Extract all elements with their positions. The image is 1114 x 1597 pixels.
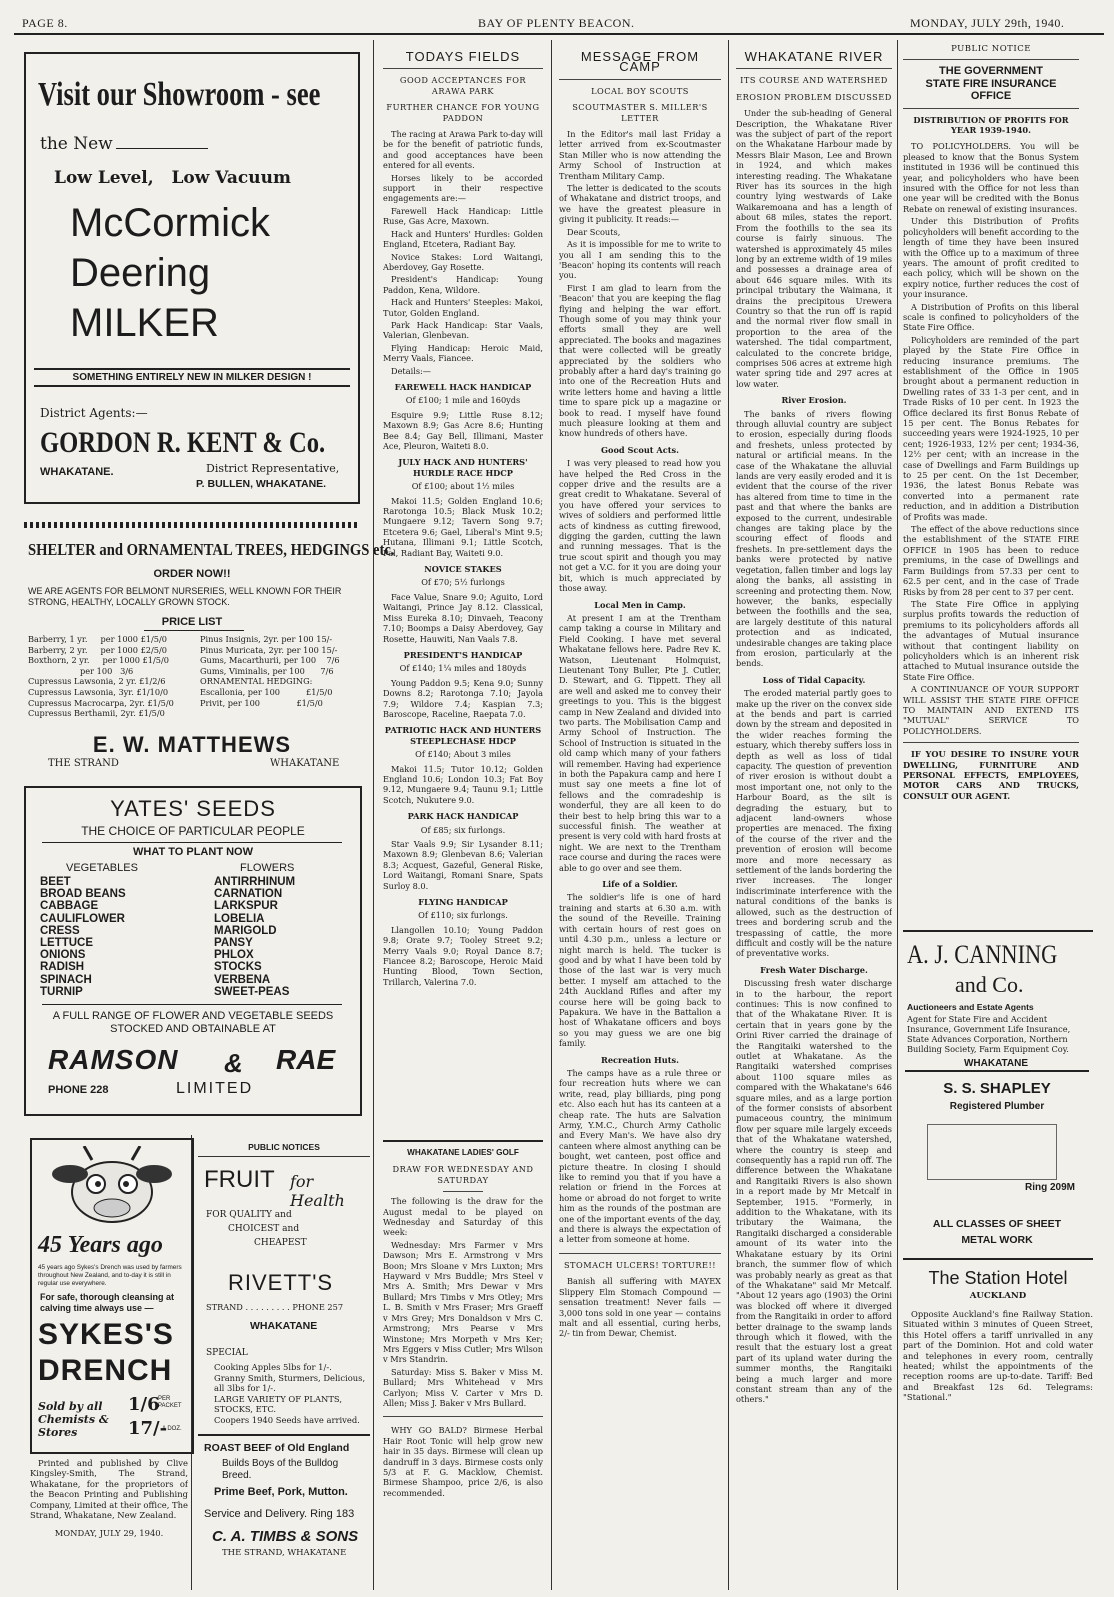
ad-brand-3: MILKER	[70, 301, 219, 345]
trees-firm: E. W. MATTHEWS	[92, 732, 292, 757]
vegetable-item: CRESS	[40, 924, 80, 937]
race-distance: Of £110; six furlongs.	[418, 910, 508, 921]
river-para: Under the sub-heading of General Description, the Whakatane River was the subject of part of the report on the Whakatane Harbour made by Messrs Blair Mason, Lee and Brown in 1924, and which makes interesting reading. The Whakatane River has its sources in the high country lying westwards of Lake Waikaremoana and has a length of about 68 miles, states the report. From the foothills to the sea its course is fairly sinuous. The watershed is approximately 45 miles long by an extreme width of 19 miles and possesses a drainage area of about 646 square miles. With its principal tributary the Waimana, it drains the precipitous Urewera Country so that the run off is rapid and the normal river flow small in proportion to the area of the watershed. The tidal compartment, calculated to the concrete bridge, comprises 506 acres at extreme high water spring tide and 297 acres at low water.	[736, 108, 892, 389]
camp-para: The camps have as a rule three or four recreation huts where we can write, read, play billiards, ping pong etc. Also each hut has its canteen at a cheap rate. The huts are Salvation Army, Y.M.C., Church Army Catholic and Every Man's. We have also dry canteen where almost anything can be bought, wet canteen, post office and picture theatre. In closing I should like to remind you that if you have a relation or friend in the Forces at home or abroad do not forget to write him as the rounds of the postman are one of the important events of the day, and there is always the expectation of a letter from someone at home.	[559, 1067, 721, 1245]
sykes-years: 45 Years ago	[38, 1232, 163, 1258]
pn-head: PUBLIC NOTICES	[198, 1138, 370, 1157]
article-body	[383, 129, 543, 376]
shapley-work-1: ALL CLASSES OF SHEET	[932, 1218, 1062, 1230]
race-name: JULY HACK AND HUNTERS' HURDLE RACE HDCP	[398, 457, 528, 478]
race-distance: Of £85; six furlongs.	[420, 824, 506, 835]
fire-para: TO POLICYHOLDERS. You will be pleased to know that the Bonus System instituted in 1936 will be continued this year, and policyholders who have been insured with the Office for not less than one year will be credited with the Bonus Rebate on renewal of existing insurances.	[903, 141, 1079, 214]
pn-special: SPECIAL	[206, 1348, 248, 1358]
sykes-name-1: SYKES'S	[38, 1318, 174, 1351]
golf-para: Wednesday: Mrs Farmer v Mrs Dawson; Mrs E. Armstrong v Mrs Boon; Mrs Sloane v Mrs Luxton; Mrs Hayward v Mrs Buddle; Mrs Steel v Mrs A. Smith; Mrs Dewar v Mrs Bullard; Mrs Timbs v Mrs Otley; Mrs L. B. Smith v Mrs Fraser; Mrs Graeff v Mrs Grey; Mrs Donaldson v Mrs C. Armstrong; Mrs Pearse v Mrs Winstone; Mrs Morpeth v Mrs Ker; Mrs Eggers v Miss Cutler; Mrs Wilson v Mrs Standrin.	[383, 1239, 543, 1365]
trees-street: THE STRAND	[48, 758, 119, 769]
fire-para: Policyholders are reminded of the part played by the State Fire Office in reducing insurance premiums. The establishment of the Office in 1905 brought about a permanent reduction in Dwelling rates of 33 1-3 per cent, and in Trade Risks of 10 per cent. In 1923 the Office declared its first Bonus Rebate of 15 per cent. The Bonus Rebates for succeeding years were 1924-1925, 10 per cent; 1926-1933, 12½ per cent; 1934-36, 12½ per cent; with an increase in the case of Dwellings and Farm Buildings up to 25 per cent. On the 1st December, 1936, the latest Bonus Rebate was converted into a permanent rate reduction, and in addition a Distribution of Profits was made.	[903, 334, 1079, 522]
shapley-role: Registered Plumber	[949, 1101, 1045, 1112]
hotel-city: AUCKLAND	[969, 1291, 1027, 1301]
yates-tagline: THE CHOICE OF PARTICULAR PEOPLE	[81, 824, 305, 838]
article-title: TODAYS FIELDS	[383, 52, 543, 69]
yates-rule	[42, 842, 342, 843]
price-line: Cupressus Lawsonia, 3yr. £1/10/0	[28, 686, 169, 697]
race-distance: Of £140; About 3 miles	[415, 749, 511, 760]
price-line: Gums, Viminalis, per 100 7/6	[200, 665, 334, 676]
vegetable-item: CABBAGE	[40, 900, 99, 913]
sykes-safe: For safe, thorough cleansing at calving time always use —	[40, 1292, 175, 1313]
ad-rep-label: District Representative,	[206, 462, 340, 475]
pn-prime: Prime Beef, Pork, Mutton.	[214, 1486, 348, 1498]
article-para: Park Hack Handicap: Star Vaals, Valerian, Glenbevan.	[383, 319, 543, 341]
vegetable-item: ONIONS	[40, 949, 86, 962]
ad-rep-name: P. BULLEN, WHAKATANE.	[196, 478, 327, 490]
pn-quality: FOR QUALITY and	[206, 1210, 292, 1220]
camp-title: MESSAGE FROM CAMP	[559, 52, 721, 80]
river-section-head: Fresh Water Discharge.	[760, 964, 868, 975]
race-field: Esquire 9.9; Little Ruse 8.12; Maxown 8.9; Gas Acre 8.6; Hunting Bee 8.4; Gay Bell, Illimani, Master Ace, Pleuron, Waiteti 8.0.	[383, 409, 543, 451]
ad-the-new: the New	[40, 134, 113, 154]
vegetable-item: BEET	[40, 876, 71, 888]
flower-item: PHLOX	[214, 949, 254, 962]
special-item: Cooking Apples 5lbs for 1/-.	[214, 1362, 332, 1372]
article-para: Hack and Hunters' Hurdles: Golden England, Etcetera, Radiant Bay.	[383, 228, 543, 250]
golf-subhead: DRAW FOR WEDNESDAY AND SATURDAY	[392, 1164, 534, 1185]
pn-service: Service and Delivery. Ring 183	[204, 1508, 355, 1520]
fire-sub: DISTRIBUTION OF PROFITS FOR YEAR 1939-1940.	[913, 114, 1069, 136]
pn-rivett: RIVETT'S	[228, 1270, 334, 1295]
flower-item: SWEET-PEAS	[214, 985, 290, 998]
price-rule	[144, 630, 244, 631]
race-distance: Of £70; 5½ furlongs	[421, 577, 505, 588]
ad-agent-name: GORDON R. KENT & Co.	[40, 426, 326, 459]
sykes-price-1: 1/6	[128, 1394, 160, 1415]
race-name: FLYING HANDICAP	[418, 897, 508, 908]
camp-para: First I am glad to learn from the 'Beacon' that you are keeping the flag flying and helping the war effort. Though some of you may think your efforts small they are well appreciated. The books and magazines that were collected will be greatly appreciated by the soldiers who probably after a hard day's training go into one of the Recreation Huts and write letters home and having a little time to spare pick up a magazine or book to read. I myself have found much pleasure looking at them and know hundreds of others have.	[559, 282, 721, 439]
river-para: The eroded material partly goes to make up the river on the convex side at the bends and part is carried down by the stream and deposited in the wider reaches forming the estuary, which thereby suffers loss in depth as well as loss of tidal capacity. The question of prevention of river erosion is without doubt a most important one, not only to the Harbour Board, as the silt is degrading the estuary, but to adjacent land-owners whose properties are menaced. The fixing of the course of the river and the prevention of erosion will become more and more necessary as settlement of the lands bordering the river increases. The longer indiscriminate interference with the natural conditions of the banks is allowed, such as the destruction of trees and bordering scrub and the trespassing of cattle, the more difficult and costly will be the nature of preventative works.	[736, 688, 892, 959]
hotel-text: Opposite Auckland's fine Railway Station. Situated within 3 minutes of Queen Street, this Hotel offers a tariff unrivalled in any part of the Dominion. Hot and cold water and telephones in every room, centrally heated; whilst the appointments of the reception rooms are up-to-date. Tariff: Bed and Breakfast 12s 6d. Telegrams: "Stational."	[903, 1309, 1093, 1403]
fire-para: A Distribution of Profits on this liberal scale is confined to policyholders of the State Fire Office.	[903, 301, 1079, 333]
price-line: Boxthorn, 2 yr. per 1000 £1/5/0	[28, 655, 169, 666]
article-para: Hack and Hunters' Steeples: Makoi, Tutor, Golden England.	[383, 297, 543, 318]
price-line: Cupressus Berthamii, 2yr. £1/5/0	[28, 708, 165, 719]
flower-item: LOBELIA	[214, 912, 265, 925]
imprint-date: MONDAY, JULY 29, 1940.	[54, 1528, 164, 1539]
hotel-name: The Station Hotel	[928, 1268, 1068, 1288]
page-number: PAGE 8.	[22, 16, 68, 30]
price-line: Privit, per 100 £1/5/0	[200, 697, 323, 708]
yates-rule	[42, 1004, 342, 1005]
race-field: Makoi 11.5; Golden England 10.6; Rarotonga 10.5; Black Musk 10.2; Mungaere 9.12; Tavern Song 9.7; Etcetera 9.6; Gael, Liberal's Mint 9.5; Hutana, Illimani 9.1; Little Scotch, Pal, Radiant Bay, Waiteti 9.0.	[383, 495, 543, 558]
article-subhead: FURTHER CHANCE FOR YOUNG PADDON	[386, 102, 540, 123]
camp-section-head: Recreation Huts.	[601, 1054, 679, 1065]
race-field: Face Value, Snare 9.0; Aguito, Lord Waitangi, Prince Jay 8.12. Classical, Miss Eureka 8.10; Dinvaeh, Teacony 7.10; Boomps a Daisy Aberdovey, Gay Rosette, Hauwiti, Nan Vaals 7.8.	[383, 591, 543, 644]
yates-flow-list	[214, 876, 295, 998]
ad-agent-town: WHAKATANE.	[40, 466, 114, 478]
price-line: Barberry, 1 yr. per 1000 £1/5/0	[28, 634, 167, 644]
fire-para: The effect of the above reductions since the establishment of the STATE FIRE OFFICE in 1905 has been to reduce premiums, in the case of Dwellings and Farm Buildings from 57.33 per cent to 62.5 per cent, and in the case of Trade Risks by from 28 per cent to 37 per cent.	[903, 524, 1079, 597]
yates-ltd: LIMITED	[176, 1080, 254, 1097]
trees-title: SHELTER and ORNAMENTAL TREES, HEDGINGS etc.	[28, 540, 395, 559]
canning-agents: Agent for State Fire and Accident Insurance, Government Life Insurance, State Advances Corporation, Northern Building Society, Farm Equipment Coy.	[907, 1014, 1071, 1054]
trees-intro: WE ARE AGENTS FOR BELMONT NURSERIES, WELL KNOWN FOR THEIR STRONG, HEALTHY, LOCALLY GROWN STOCK.	[28, 586, 342, 607]
golf-article	[383, 1140, 543, 1590]
trees-price-left	[28, 634, 196, 719]
camp-para: In the Editor's mail last Friday a letter arrived from ex-Scoutmaster Stan Miller who is now attending the Army School of Instruction at Trentham Military Camp.	[559, 129, 721, 181]
pn-strand: STRAND . . . . . . . . . PHONE 257	[206, 1302, 344, 1312]
pn-timbs-2: THE STRAND, WHAKATANE	[222, 1548, 347, 1558]
sykes-price-2: 17/-	[128, 1418, 168, 1439]
river-para: Discussing fresh water discharge in to the harbour, the report continues: This is now confined to that of the Whakatane River. It is certain that in years gone by the Orini River carried the drainage of the Rangitaiki watershed to the outlet at Whakatane. As the Rangitaiki watershed comprises about 1100 square miles as compared with the Whakatane's 646 square miles, and as a large portion of the former consists of absorbent pumaceous country, the minimum flow per square mile largely exceeds that of the Whakatane watershed, where the country is steep and consequently has a rapid run off. The difference between the Whakatane and Rangitaiki Rivers is also shown in a report made by Mr Metcalf in September, 1915. "Formerly, in addition to the Whakatane, with its tributary the Waimana, the Rangitaiki discharged a considerable amount of its water into the Whakatane estuary by its Orini branch, the summer flow of which was probably nearly as great as that of the Whakatane" said Mr Metcalf. "About 12 years ago (1903) the Orini was blocked off where it diverged from the Rangitaiki in order to afford better drainage to the swamp lands through which it flowed, with the result that the estuary lost a great part of its upland water during the summer months, the Rangitaiki being a much larger and more constant stream than any of the others."	[736, 978, 892, 1405]
flower-item: VERBENA	[214, 973, 271, 986]
river-section-head: River Erosion.	[781, 395, 847, 406]
fire-title-2: STATE FIRE INSURANCE	[925, 77, 1057, 90]
camp-para: Dear Scouts,	[567, 226, 621, 237]
race-name: PRESIDENT'S HANDICAP	[403, 649, 523, 660]
yates-veg-list	[40, 876, 126, 998]
trees-price-right	[200, 634, 362, 708]
yates-ad	[24, 786, 362, 1116]
race-distance: Of £140; 1¼ miles and 180yds	[399, 663, 527, 674]
vegetable-item: LETTUCE	[40, 937, 94, 950]
pn-items	[214, 1362, 368, 1426]
race-name: NOVICE STAKES	[424, 564, 502, 575]
sykes-price-1-unit: PER PACKET	[158, 1396, 182, 1409]
yates-flow-head: FLOWERS	[240, 862, 295, 874]
race-field: Star Vaals 9.9; Sir Lysander 8.11; Maxown 8.9; Glenbevan 8.6; Valerian 8.3; Acquest, Gazeful, General Riske, Lord Waitangi, Romani Snare, Spats Surloy 8.0.	[383, 839, 543, 891]
article-para: Farewell Hack Handicap: Little Ruse, Gas Acre, Maxown.	[383, 205, 543, 227]
race-field: Young Paddon 9.5; Kena 9.0; Sunny Downs 8.2; Rarotonga 7.10; Jayola 7.9; Wildore 7.4; Kaspian 7.3; Baroscope, Raceline, Raepata 7.0.	[383, 677, 543, 719]
price-line: per 100 3/6	[28, 665, 134, 676]
article-para: Horses likely to be accorded support in their respective engagements are:—	[383, 172, 543, 204]
canning-name: A. J. CANNING	[907, 940, 1058, 969]
fire-para: A CONTINUANCE OF YOUR SUPPORT WILL ASSIST THE STATE FIRE OFFICE TO MAINTAIN AND EXTEND ITS "MUTUAL" SERVICE TO POLICYHOLDERS.	[903, 684, 1079, 736]
public-notices-small	[198, 1138, 370, 1590]
todays-fields-article	[383, 52, 543, 1130]
yates-amp: &	[224, 1048, 243, 1078]
trees-order: ORDER NOW!!	[153, 568, 231, 580]
canning-town: WHAKATANE	[963, 1058, 1029, 1069]
golf-rule	[383, 1416, 543, 1417]
camp-para: The letter is dedicated to the scouts of Whakatane and district troops, and we have the greatest pleasure in giving it publicity. It reads:—	[559, 183, 721, 225]
yates-range: A FULL RANGE OF FLOWER AND VEGETABLE SEEDS STOCKED AND OBTAINABLE AT	[52, 1010, 334, 1035]
river-title: WHAKATANE RIVER	[736, 52, 892, 69]
fire-rule	[903, 108, 1079, 109]
fire-title-3: OFFICE	[970, 90, 1012, 103]
pn-roast: ROAST BEEF of Old England	[204, 1442, 350, 1454]
price-line: Barberry, 2 yr. per 1000 £2/5/0	[28, 644, 167, 655]
sykes-name-2: DRENCH	[38, 1354, 173, 1387]
trees-town: WHAKATANE	[270, 758, 340, 769]
vegetable-item: SPINACH	[40, 973, 92, 986]
race-name: FAREWELL HACK HANDICAP	[394, 381, 532, 392]
ad-rule	[116, 148, 208, 149]
yates-title: YATES' SEEDS	[110, 796, 276, 821]
price-line: Cupressus Macrocarpa, 2yr. £1/5/0	[28, 697, 174, 708]
shapley-ad	[905, 1070, 1089, 1212]
price-line: Cupressus Lawsonia, 2 yr. £1/2/6	[28, 676, 166, 687]
imprint-text: Printed and published by Clive Kingsley-Smith, The Strand, Whakatane, for the proprietors of the Beacon Printing and Publishing Company, Limited at their office, The Strand, Whakatane, New Zealand.	[30, 1458, 188, 1521]
race-name: PARK HACK HANDICAP	[407, 811, 519, 822]
fire-notice	[903, 44, 1079, 924]
camp-article	[559, 52, 721, 1590]
issue-date: MONDAY, JULY 29th, 1940.	[910, 16, 1065, 30]
camp-body	[559, 129, 721, 439]
fire-rule	[903, 742, 1079, 743]
camp-section-head: Good Scout Acts.	[600, 444, 679, 455]
flower-item: LARKSPUR	[214, 900, 278, 913]
camp-para: The soldier's life is one of hard training and starts at 6.30 a.m. with the sound of the Reveille. Training with certain hours of rest goes on until 4.30 p.m., unless a lecture or night march is held. The tucker is good and by what I have been told by those of the last war is very much better. I myself am attached to the 24th Auckland Rifles and after my course here will be going back to Papakura. We have in the Battalion a host of Whakatane officers and boys so you may guess we are one big family.	[559, 892, 721, 1049]
river-article	[736, 52, 892, 1590]
pn-health: for Health	[290, 1172, 345, 1210]
race-name: PATRIOTIC HACK AND HUNTERS STEEPLECHASE HDCP	[384, 725, 542, 746]
shapley-work-2: METAL WORK	[961, 1234, 1033, 1246]
ad-agents-label: District Agents:—	[40, 406, 148, 420]
race-list	[383, 382, 543, 987]
bald-ad: WHY GO BALD? Birmese Herbal Hair Root Tonic will help grow new hair in 35 days. Birmese will clean up dandruff in 3 days. Birmese costs only 5/3 at F. G. Macklow, Chemist. Birmese Shampoo, price 2/6, is also recommended.	[383, 1425, 543, 1498]
yates-phone: PHONE 228	[48, 1084, 109, 1096]
sykes-sold: Sold by all Chemists & Stores	[38, 1400, 109, 1439]
header-rule	[14, 33, 1104, 35]
sykes-ad	[30, 1138, 194, 1454]
yates-firm-1: RAMSON	[48, 1044, 179, 1075]
price-line: Pinus Insignis, 2yr. per 100 15/-	[200, 634, 333, 644]
pn-whakatane: WHAKATANE	[250, 1320, 318, 1332]
camp-para: I was very pleased to read how you have helped the Red Cross in the copper drive and the results are a great credit to Whakatane. Several of you have offered your services to wives of soldiers and performed little acts of kindness as cutting firewood, digging the garden, cutting the lawn and running messages. That is the true scout spirit and though you may not get a V.C. for it you are doing your bit, which is much appreciated by those away.	[559, 458, 721, 594]
paper-title: BAY OF PLENTY BEACON.	[478, 16, 635, 30]
race-field: Makoi 11.5; Tutor 10.12; Golden England 10.6; London 10.3; Fat Boy 9.12, Mungaere 9.4; Taunu 9.1; Little Scotch, Nukutere 9.0.	[383, 763, 543, 805]
ad-tagline: SOMETHING ENTIRELY NEW IN MILKER DESIGN !	[34, 368, 350, 387]
ad-brand-2: Deering	[70, 251, 211, 295]
pn-cheapest: CHEAPEST	[254, 1238, 307, 1248]
price-line: Escallonia, per 100 £1/5/0	[200, 686, 333, 697]
sykes-price-2-unit: A DOZ.	[162, 1426, 182, 1432]
cow-icon	[40, 1146, 184, 1230]
price-line: Gums, Macarthurii, per 100 7/6	[200, 655, 340, 666]
dotted-border	[24, 522, 360, 528]
hotel-body	[903, 1309, 1093, 1405]
canning-ad	[903, 930, 1093, 1069]
camp-subhead: SCOUTMASTER S. MILLER'S LETTER	[572, 102, 708, 123]
race-distance: Of £100; 1 mile and 160yds	[405, 395, 521, 406]
river-subhead: EROSION PROBLEM DISCUSSED	[736, 91, 892, 102]
yates-veg-head: VEGETABLES	[66, 862, 138, 874]
pn-rule	[198, 1434, 370, 1436]
flower-item: MARIGOLD	[214, 924, 277, 937]
river-para: The banks of rivers flowing through alluvial country are subject to erosion, especially during floods and freshets, unless protected by natural or artificial means. In the case of the Whakatane the alluvial lands are very easily eroded and it is evident that the course of the river has altered from time to time in the past and that where the banks are exposed to the current, undesirable changes are taking place by the scouring effect of floods and freshets. In pre-settlement days the banks were protected by native vegetation, fallen timber and logs lay along the banks, all assisting in screening and protecting them. Now, however, the banks, especially between the foothills and the sea, are largely destitute of this natural protection and as indicated, undesirable changes are taking place from erosion, particularly at the bends.	[736, 408, 892, 669]
article-para: Flying Handicap: Heroic Maid, Merry Vaals, Fiancee.	[383, 342, 543, 364]
trees-ad	[24, 534, 395, 774]
flower-item: PANSY	[214, 937, 253, 950]
pn-choicest: CHOICEST and	[228, 1224, 300, 1234]
shapley-name: S. S. SHAPLEY	[943, 1080, 1051, 1097]
race-distance: Of £100; about 1½ miles	[411, 481, 515, 492]
fire-para: Under this Distribution of Profits policyholders will benefit according to the length of time they have been insured with the Office up to a maximum of three years. The amount of profit credited to each policy, which will be shown on the expiry notice, further reduces the cost of your insurance.	[903, 216, 1079, 300]
camp-subhead: LOCAL BOY SCOUTS	[591, 85, 689, 96]
camp-rule	[559, 1253, 721, 1254]
shapley-box	[927, 1124, 1057, 1180]
flower-item: ANTIRRHINUM	[214, 876, 296, 888]
camp-section-head: Local Men in Camp.	[594, 599, 686, 610]
article-para: The racing at Arawa Park to-day will be for the benefit of patriotic funds, and good acceptances have been entered for all events.	[383, 129, 543, 171]
vegetable-item: CAULIFLOWER	[40, 912, 125, 925]
yates-firm-2: RAE	[276, 1044, 336, 1075]
ad-subhead: Low Level, Low Vacuum	[54, 168, 291, 188]
canning-co: and Co.	[955, 972, 1024, 997]
race-field: Llangollen 10.10; Young Paddon 9.8; Orate 9.7; Tooley Street 9.2; Merry Vaals 9.0; Royal Dance 8.7; Fiancee 8.2; Baroscope, Heroic Maid Hunting Blood, Town Section, Trillarch, Valerina 7.0.	[383, 924, 543, 987]
camp-section-head: Life of a Soldier.	[602, 879, 678, 890]
canning-desc: Auctioneers and Estate Agents	[907, 1002, 1034, 1012]
hotel-ad	[903, 1258, 1093, 1588]
golf-para: The following is the draw for the August medal to be played on Wednesday and Saturday of this week:	[383, 1196, 543, 1238]
price-line: Pinus Muricata, 2yr. per 100 15/-	[200, 644, 338, 655]
ulcer-title: STOMACH ULCERS! TORTURE!!	[563, 1259, 717, 1270]
article-para: Details:—	[391, 365, 431, 376]
pn-fruit: FRUIT	[204, 1166, 275, 1193]
article-subhead: GOOD ACCEPTANCES FOR ARAWA PARK	[399, 75, 527, 96]
fire-title-1: THE GOVERNMENT	[939, 65, 1043, 78]
pn-roast-2: Builds Boys of the Bulldog Breed.	[222, 1458, 339, 1481]
camp-para: At present I am at the Trentham camp taking a course in Military and Field Cooking. I have met several Whakatane fellows here. Padre Rev K. Watson, Lieutenant Holmquist, Lieutenant Tony Buller, Pte J. Cutler, D. Stewart, and G. Tippett. They all are well and asked me to convey their greetings to you. This is the biggest camp in New Zealand and divided into two parts. The Mobilisation Camp and Army School of Instruction. The School of Instruction is situated in the old camp which many of your fathers will remember. Having had experience in both the Papakura camp and here I must say one meets a fine lot of fellows and the comradeship is wonderful, they are all keen to do their best to help bring this war to a successful finish. The weather at present is very cold with hard frosts at night. We are next to the Trentham race course and during the races were able to go over and see them.	[559, 612, 721, 873]
shapley-ring: Ring 209M	[1025, 1182, 1076, 1193]
article-para: President's Handicap: Young Paddon, Kena, Wildore.	[383, 274, 543, 295]
camp-para: As it is impossible for me to write to you all I am sending this to the 'Beacon' hoping its contents will reach you.	[559, 239, 721, 281]
vegetable-item: TURNIP	[40, 985, 83, 998]
trees-price-title: PRICE LIST	[161, 616, 223, 628]
river-section-head: Loss of Tidal Capacity.	[762, 674, 866, 685]
yates-what: WHAT TO PLANT NOW	[133, 846, 253, 858]
golf-rule	[443, 1191, 483, 1192]
col-rule	[551, 40, 552, 1590]
col-rule	[897, 40, 898, 1590]
col-rule	[373, 40, 374, 1590]
ulcer-ad: Banish all suffering with MAYEX Slippery Elm Stomach Compound — sensation treatment! Never fails — 3,000 tons sold in one year — contains malt and all essential, curing herbs, 2/- tin from Dewar, Chemist.	[559, 1276, 721, 1339]
special-item: LARGE VARIETY OF PLANTS, STOCKS, ETC.	[214, 1393, 343, 1415]
golf-para: Saturday: Miss S. Baker v Miss M. Bullard; Mrs Whitehead v Mrs Carlyon; Miss V. Carter v Mrs D. Allen; Miss J. Baker v Mrs Bullard.	[383, 1366, 543, 1408]
ad-brand-1: McCormick	[70, 201, 270, 245]
golf-title: WHAKATANE LADIES' GOLF	[383, 1140, 543, 1158]
fire-consult: IF YOU DESIRE TO INSURE YOUR DWELLING, FURNITURE AND PERSONAL EFFECTS, EMPLOYEES, MOTOR CARS AND TRUCKS, CONSULT OUR AGENT.	[903, 749, 1079, 801]
ad-headline: Visit our Showroom - see	[38, 76, 321, 113]
imprint	[30, 1458, 188, 1539]
col-rule	[728, 40, 729, 1590]
fire-para: The State Fire Office in applying surplus profits towards the reduction of premiums to its policyholders affords all the advantages of Mutual insurance without that contingent liability on policyholders which is an inherent risk attached to Mutual insurance outside the State Fire Office.	[903, 598, 1079, 682]
vegetable-item: BROAD BEANS	[40, 888, 126, 901]
flower-item: CARNATION	[214, 888, 283, 901]
special-item: Granny Smith, Sturmers, Delicious, all 3lbs for 1/-.	[214, 1372, 366, 1394]
golf-body	[383, 1196, 543, 1408]
article-para: Novice Stakes: Lord Waitangi, Aberdovey, Gay Rosette.	[383, 251, 543, 272]
pn-timbs: C. A. TIMBS & SONS	[212, 1528, 359, 1545]
vegetable-item: RADISH	[40, 961, 85, 974]
river-subhead: ITS COURSE AND WATERSHED	[740, 75, 888, 86]
fire-head: PUBLIC NOTICE	[903, 44, 1079, 60]
special-item: Coopers 1940 Seeds have arrived.	[214, 1414, 360, 1425]
sykes-note: 45 years ago Sykes's Drench was used by farmers throughout New Zealand, and to-day it is still in regular use everywhere.	[38, 1264, 182, 1287]
mccormick-ad	[24, 52, 360, 504]
price-line: ORNAMENTAL HEDGING:	[200, 676, 313, 687]
flower-item: STOCKS	[214, 961, 262, 974]
